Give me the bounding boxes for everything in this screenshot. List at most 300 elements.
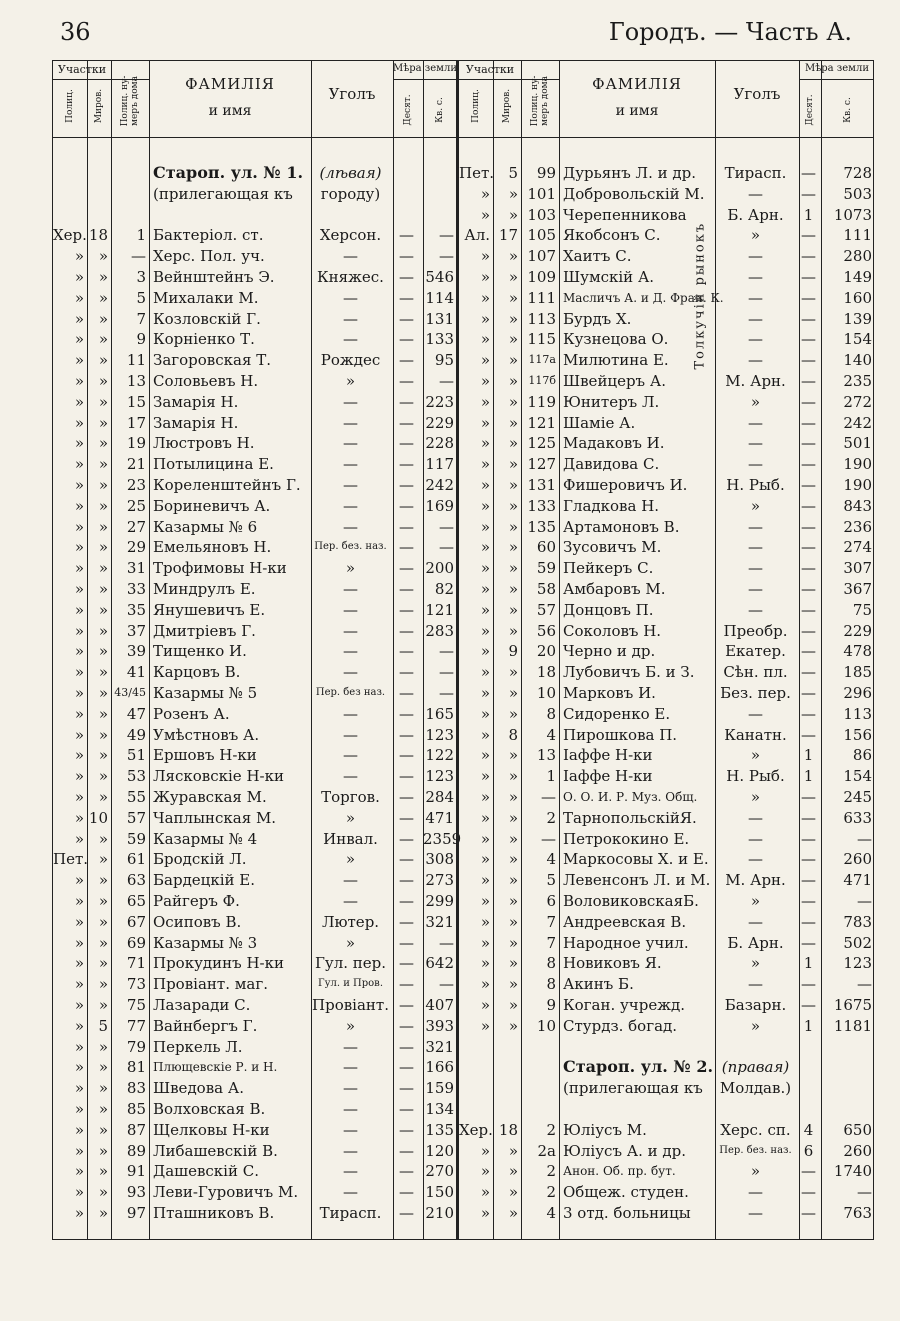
cell-kv-sazh: 308 <box>425 850 454 869</box>
cell-kv-sazh: 260 <box>843 1141 872 1160</box>
cell-kv-sazh: 546 <box>425 268 454 286</box>
cell-polits: » <box>480 975 490 994</box>
cell-house-number: 73 <box>126 975 146 994</box>
cell-house-number: 2 <box>546 1162 556 1181</box>
cell-name: Маркосовы Х. и Е. <box>563 850 709 869</box>
cell-corner: — <box>748 413 763 432</box>
cell-house-number: 2 <box>546 1120 556 1139</box>
cell-name: Черепенникова <box>563 205 687 224</box>
cell-kv-sazh: 82 <box>434 580 454 598</box>
cell-kv-sazh: 229 <box>425 413 454 432</box>
cell-desyat: — <box>399 538 414 557</box>
header-des: Десят. <box>403 94 413 126</box>
cell-name: Леви-Гуровичъ М. <box>153 1183 299 1202</box>
cell-desyat: — <box>801 434 816 453</box>
cell-name: Перкель Л. <box>153 1037 243 1056</box>
cell-house-number: 1 <box>136 226 146 245</box>
cell-corner: — <box>343 871 358 890</box>
cell-kv-sazh: 150 <box>425 1183 454 1202</box>
table-row <box>53 350 456 371</box>
cell-desyat: — <box>399 663 414 682</box>
cell-corner: » <box>345 559 356 578</box>
cell-mirov: » <box>98 933 108 952</box>
cell-mirov: » <box>98 1204 108 1222</box>
cell-polits: » <box>74 704 84 723</box>
cell-mirov: » <box>98 746 108 765</box>
table-row <box>53 766 456 787</box>
cell-name: Дашевскій С. <box>153 1162 259 1181</box>
table-row <box>53 849 456 870</box>
cell-kv-sazh: 633 <box>843 808 872 827</box>
cell-corner: городу) <box>320 184 381 203</box>
cell-kv-sazh: 283 <box>425 621 454 640</box>
cell-name: Бродскій Л. <box>153 850 247 869</box>
cell-name: Кореленштейнъ Г. <box>153 476 301 494</box>
cell-house-number: 65 <box>126 892 146 910</box>
cell-corner: Тирасп. <box>319 1204 382 1222</box>
table-row <box>53 1182 456 1203</box>
cell-house-number: 2а <box>537 1141 556 1160</box>
cell-desyat: — <box>399 1162 414 1181</box>
cell-corner: — <box>748 704 763 723</box>
cell-corner: М. Арн. <box>725 372 786 390</box>
cell-kv-sazh: 140 <box>843 351 872 370</box>
cell-house-number: 125 <box>527 434 556 453</box>
cell-kv-sazh: 503 <box>843 184 872 203</box>
cell-corner: Княжес. <box>317 268 384 286</box>
cell-desyat: — <box>399 517 414 536</box>
cell-name: Тищенко И. <box>153 642 247 661</box>
cell-mirov: 10 <box>88 808 108 827</box>
cell-corner: — <box>343 767 358 786</box>
cell-polits: » <box>74 309 84 328</box>
cell-desyat: — <box>399 767 414 786</box>
cell-mirov: » <box>98 1162 108 1181</box>
cell-mirov: » <box>508 184 518 203</box>
table-row <box>459 288 873 309</box>
cell-corner: — <box>343 455 358 474</box>
table-row <box>459 413 873 434</box>
cell-name: (прилегающая къ <box>563 1079 703 1098</box>
cell-desyat: — <box>801 788 816 806</box>
cell-name: Народное учил. <box>563 933 689 952</box>
cell-desyat: — <box>399 309 414 328</box>
cell-name: Пирошкова П. <box>563 725 678 744</box>
cell-name: Янушевичъ Е. <box>153 600 266 619</box>
cell-mirov: » <box>98 247 108 266</box>
cell-polits: » <box>74 1037 84 1056</box>
cell-desyat: — <box>801 455 816 474</box>
table-row <box>459 1203 873 1224</box>
cell-polits: Пет. <box>53 850 89 869</box>
cell-kv-sazh: 650 <box>843 1120 872 1139</box>
cell-house-number: 105 <box>527 226 556 245</box>
cell-name: Донцовъ П. <box>563 600 654 619</box>
cell-kv-sazh: 154 <box>843 767 872 786</box>
cell-corner: — <box>343 704 358 723</box>
cell-polits: » <box>74 975 84 994</box>
cell-polits: » <box>74 746 84 765</box>
cell-house-number: 20 <box>536 642 556 661</box>
cell-corner: Н. Рыб. <box>726 767 785 786</box>
table-row <box>459 683 873 704</box>
cell-kv-sazh: 185 <box>843 663 872 682</box>
cell-desyat: — <box>801 912 816 931</box>
cell-name: Вайнбергъ Г. <box>153 1016 258 1035</box>
cell-desyat: — <box>399 434 414 453</box>
cell-corner: — <box>748 434 763 453</box>
cell-name: Казармы № 6 <box>153 517 258 536</box>
cell-corner: » <box>750 746 761 765</box>
cell-name: Гладкова Н. <box>563 496 660 515</box>
table-row <box>459 579 873 600</box>
cell-mirov: » <box>508 392 518 411</box>
cell-mirov: » <box>98 413 108 432</box>
cell-kv-sazh: 95 <box>434 351 454 370</box>
cell-kv-sazh: 169 <box>425 496 454 515</box>
header-ugol: Уголъ <box>328 85 376 103</box>
cell-name: Дмитріевъ Г. <box>153 621 256 640</box>
cell-house-number: — <box>131 247 146 266</box>
table-row <box>53 1099 456 1120</box>
cell-polits: » <box>480 455 490 474</box>
cell-desyat: — <box>399 1183 414 1202</box>
table-row <box>53 1120 456 1141</box>
table-row <box>53 808 456 829</box>
cell-corner: » <box>345 372 356 390</box>
cell-corner: — <box>343 1037 358 1056</box>
cell-name: Добровольскій М. <box>563 184 705 203</box>
cell-mirov: » <box>508 1183 518 1202</box>
cell-mirov: » <box>98 975 108 994</box>
cell-desyat: — <box>399 1204 414 1222</box>
cell-house-number: 10 <box>536 684 556 702</box>
cell-desyat: — <box>801 704 816 723</box>
cell-house-number: 119 <box>527 392 556 411</box>
cell-desyat: — <box>399 247 414 266</box>
cell-mirov: » <box>508 1162 518 1181</box>
cell-mirov: » <box>98 996 108 1014</box>
cell-house-number: 117а <box>528 353 556 367</box>
cell-house-number: 121 <box>527 413 556 432</box>
cell-polits: » <box>480 808 490 827</box>
cell-mirov: » <box>508 850 518 869</box>
cell-name: Ершовъ Н-ки <box>153 746 257 765</box>
table-row <box>459 1182 873 1203</box>
cell-kv-sazh: 260 <box>843 850 872 869</box>
table-row <box>53 454 456 475</box>
table-row <box>53 1037 456 1058</box>
cell-corner: (лѣвая) <box>319 164 382 182</box>
cell-name: Шумскій А. <box>563 268 655 286</box>
cell-corner: » <box>750 226 761 245</box>
cell-house-number: 21 <box>126 455 146 474</box>
cell-name: Юліусъ М. <box>563 1120 647 1139</box>
table-row <box>459 225 873 246</box>
cell-corner: Херсон. <box>319 226 382 245</box>
cell-house-number: 8 <box>546 954 556 973</box>
cell-desyat: — <box>801 226 816 245</box>
cell-name: Вейнштейнъ Э. <box>153 268 275 286</box>
cell-polits: » <box>74 351 84 370</box>
cell-polits: » <box>480 1016 490 1035</box>
cell-name: Карцовъ В. <box>153 663 241 682</box>
cell-corner: » <box>750 392 761 411</box>
cell-desyat: — <box>801 933 816 952</box>
header-mera: Мѣра земли <box>805 63 869 74</box>
cell-desyat: — <box>399 1141 414 1160</box>
cell-polits: » <box>480 559 490 578</box>
cell-house-number: 56 <box>536 621 556 640</box>
cell-name: Прокудинъ Н-ки <box>153 954 284 973</box>
cell-kv-sazh: 122 <box>425 746 454 765</box>
cell-house-number: 37 <box>126 621 146 640</box>
cell-house-number: 97 <box>126 1204 146 1222</box>
cell-desyat: — <box>801 392 816 411</box>
cell-name: Бактеріол. ст. <box>153 226 264 245</box>
table-row <box>459 933 873 954</box>
table-row <box>459 1161 873 1182</box>
cell-desyat: — <box>399 1037 414 1056</box>
cell-corner: » <box>345 808 356 827</box>
cell-mirov: » <box>508 1016 518 1035</box>
cell-polits: » <box>480 642 490 661</box>
cell-polits: » <box>74 1141 84 1160</box>
cell-corner: — <box>343 434 358 453</box>
cell-mirov: » <box>98 330 108 349</box>
cell-house-number: 57 <box>536 600 556 619</box>
cell-polits: » <box>480 725 490 744</box>
table-row <box>53 933 456 954</box>
cell-house-number: 19 <box>126 434 146 453</box>
cell-desyat: — <box>399 642 414 661</box>
cell-kv-sazh: 111 <box>843 226 872 245</box>
cell-corner: — <box>343 1141 358 1160</box>
cell-name: Якобсонъ С. <box>563 226 661 245</box>
cell-kv-sazh: 139 <box>843 309 872 328</box>
cell-name: Коган. учрежд. <box>563 996 685 1014</box>
cell-kv-sazh: — <box>857 1183 872 1202</box>
cell-polits: » <box>480 850 490 869</box>
cell-desyat: — <box>801 621 816 640</box>
cell-house-number: 8 <box>546 975 556 994</box>
cell-kv-sazh: 321 <box>425 912 454 931</box>
cell-corner: Херс. сп. <box>720 1120 791 1139</box>
cell-name: Волховская В. <box>153 1100 266 1118</box>
cell-polits: » <box>74 1183 84 1202</box>
cell-kv-sazh: 296 <box>843 684 872 702</box>
cell-corner: Гул. пер. <box>314 954 387 973</box>
cell-house-number: 15 <box>126 392 146 411</box>
cell-corner: Преобр. <box>723 621 788 640</box>
cell-kv-sazh: 190 <box>843 455 872 474</box>
cell-house-number: 103 <box>527 205 556 224</box>
cell-mirov: » <box>508 455 518 474</box>
cell-name: Осиповъ В. <box>153 912 242 931</box>
cell-polits: Хер. <box>53 226 87 245</box>
right-table <box>457 60 874 1240</box>
cell-house-number: 109 <box>527 268 556 286</box>
cell-name: Юліусъ А. и др. <box>563 1141 687 1160</box>
cell-house-number: 9 <box>136 330 146 349</box>
cell-polits: » <box>480 684 490 702</box>
cell-corner: Б. Арн. <box>727 933 784 952</box>
header-subrule <box>799 79 873 80</box>
table-row <box>53 1016 456 1037</box>
cell-house-number: 47 <box>126 704 146 723</box>
cell-desyat: — <box>399 413 414 432</box>
cell-name: Общеж. студен. <box>563 1183 689 1202</box>
cell-corner: — <box>343 1120 358 1139</box>
cell-kv-sazh: 114 <box>425 288 454 307</box>
cell-desyat: — <box>801 1162 816 1181</box>
cell-kv-sazh: 154 <box>843 330 872 349</box>
cell-kv-sazh: — <box>439 663 454 682</box>
cell-house-number: 1 <box>546 767 556 786</box>
cell-kv-sazh: 307 <box>843 559 872 578</box>
cell-house-number: 69 <box>126 933 146 952</box>
table-row <box>459 1037 873 1058</box>
cell-desyat: — <box>801 829 816 848</box>
page-title: Городъ. — Часть А. <box>608 18 852 46</box>
table-row <box>459 766 873 787</box>
cell-kv-sazh: 133 <box>425 330 454 349</box>
cell-house-number: 4 <box>546 850 556 869</box>
cell-polits: » <box>480 351 490 370</box>
cell-corner: — <box>343 1183 358 1202</box>
cell-corner: — <box>343 1100 358 1118</box>
table-row <box>53 392 456 413</box>
cell-desyat: — <box>399 559 414 578</box>
cell-house-number: 75 <box>126 996 146 1014</box>
cell-desyat: — <box>801 892 816 910</box>
cell-corner: Пер. без. наз. <box>719 1144 792 1156</box>
cell-corner: — <box>343 496 358 515</box>
table-row <box>459 1099 873 1120</box>
cell-mirov: » <box>98 1037 108 1056</box>
cell-desyat: — <box>801 372 816 390</box>
cell-house-number: 8 <box>546 704 556 723</box>
cell-kv-sazh: 245 <box>843 788 872 806</box>
cell-name: Андреевская В. <box>563 912 687 931</box>
table-row <box>53 600 456 621</box>
cell-corner: Провіант. <box>312 996 389 1014</box>
cell-corner: — <box>748 600 763 619</box>
table-row <box>459 1057 873 1078</box>
table-row <box>459 808 873 829</box>
cell-mirov: » <box>98 517 108 536</box>
cell-polits: » <box>480 434 490 453</box>
cell-mirov: » <box>98 351 108 370</box>
cell-kv-sazh: 135 <box>425 1120 454 1139</box>
cell-kv-sazh: 223 <box>425 392 454 411</box>
table-row <box>459 829 873 850</box>
cell-mirov: » <box>98 538 108 557</box>
table-row <box>459 433 873 454</box>
cell-kv-sazh: — <box>439 933 454 952</box>
table-row <box>459 246 873 267</box>
table-row <box>53 537 456 558</box>
cell-corner: Тирасп. <box>724 164 787 182</box>
cell-polits: » <box>480 933 490 952</box>
cell-corner: — <box>748 580 763 598</box>
cell-corner: » <box>750 1162 761 1181</box>
cell-desyat: — <box>399 1100 414 1118</box>
header-kv: Кв. с. <box>843 97 853 123</box>
cell-polits: » <box>74 933 84 952</box>
cell-house-number: 53 <box>126 767 146 786</box>
cell-kv-sazh: 160 <box>843 288 872 307</box>
cell-polits: Хер. <box>459 1120 493 1139</box>
cell-name: Емельяновъ Н. <box>153 538 272 557</box>
cell-corner: » <box>750 788 761 806</box>
cell-mirov: » <box>508 808 518 827</box>
cell-desyat: 1 <box>803 1016 814 1035</box>
table-row <box>53 1078 456 1099</box>
table-row <box>459 517 873 538</box>
cell-mirov: » <box>98 288 108 307</box>
cell-house-number: 133 <box>527 496 556 515</box>
table-row <box>459 787 873 808</box>
cell-polits: » <box>480 330 490 349</box>
cell-corner: Рождес <box>320 351 381 370</box>
cell-polits: » <box>480 309 490 328</box>
cell-desyat: — <box>801 808 816 827</box>
cell-kv-sazh: 242 <box>425 476 454 494</box>
cell-polits: » <box>74 663 84 682</box>
cell-desyat: — <box>399 746 414 765</box>
cell-name: Щелковы Н-ки <box>153 1120 270 1139</box>
cell-mirov: » <box>508 954 518 973</box>
table-row <box>459 1120 873 1141</box>
cell-name: Люстровъ Н. <box>153 434 255 453</box>
cell-kv-sazh: — <box>439 517 454 536</box>
table-row <box>53 433 456 454</box>
cell-house-number: 81 <box>126 1058 146 1077</box>
cell-desyat: — <box>801 580 816 598</box>
table-row <box>459 392 873 413</box>
cell-corner: — <box>748 288 763 307</box>
cell-kv-sazh: — <box>857 892 872 910</box>
table-row <box>459 454 873 475</box>
table-row <box>459 974 873 995</box>
cell-name: Бориневичъ А. <box>153 496 271 515</box>
cell-corner: (правая) <box>721 1058 790 1077</box>
cell-kv-sazh: 501 <box>843 434 872 453</box>
cell-desyat: — <box>801 850 816 869</box>
cell-polits: Ал. <box>464 226 490 245</box>
cell-corner: » <box>345 1016 356 1035</box>
cell-name: Амбаровъ М. <box>563 580 666 598</box>
cell-desyat: — <box>801 268 816 286</box>
cell-name: Давидова С. <box>563 455 660 474</box>
cell-desyat: — <box>801 663 816 682</box>
cell-corner: » <box>750 496 761 515</box>
cell-mirov: » <box>98 455 108 474</box>
cell-desyat: — <box>801 538 816 557</box>
cell-corner: — <box>748 330 763 349</box>
cell-polits: » <box>480 476 490 494</box>
cell-kv-sazh: 235 <box>843 372 872 390</box>
cell-kv-sazh: — <box>439 247 454 266</box>
cell-name: Корніенко Т. <box>153 330 255 349</box>
cell-house-number: 13 <box>536 746 556 765</box>
cell-polits: » <box>74 247 84 266</box>
cell-name: Зусовичъ М. <box>563 538 662 557</box>
cell-polits: » <box>74 600 84 619</box>
cell-mirov: » <box>98 704 108 723</box>
cell-kv-sazh: 200 <box>425 559 454 578</box>
